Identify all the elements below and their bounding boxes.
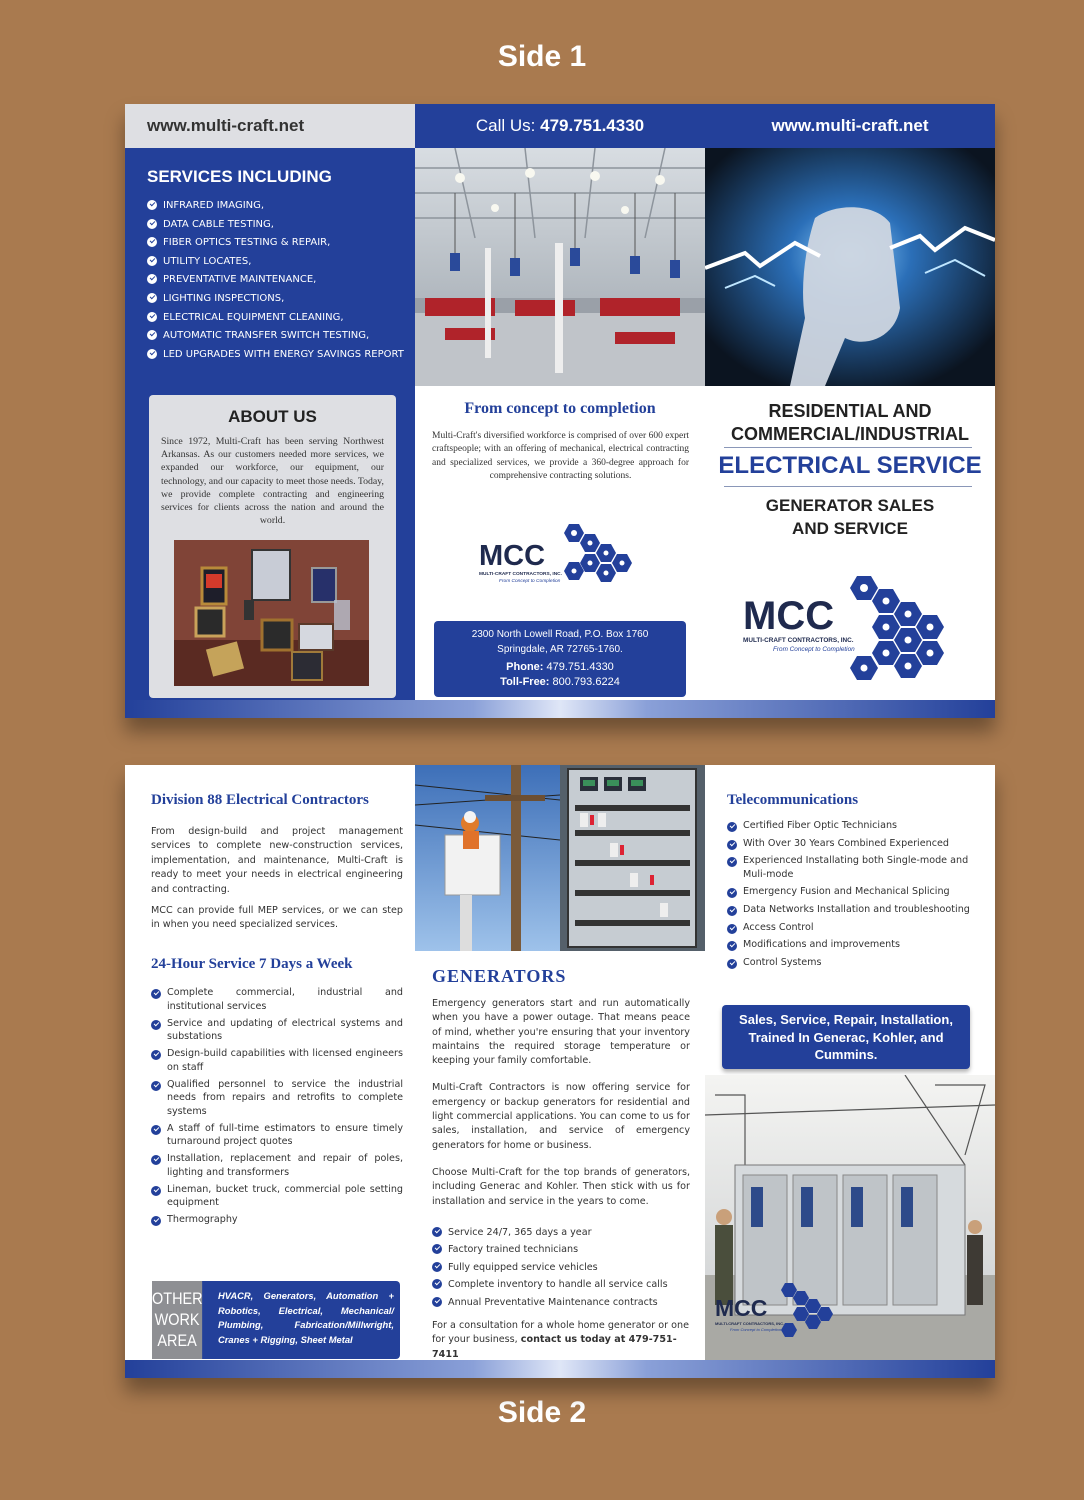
lightning-hand-photo [705,148,995,386]
hexagon-large-logo-icon [841,574,963,692]
mcc-logo-large [743,574,963,694]
telecom-item: Data Networks Installation and troubleshooting [727,903,977,917]
sales-service-box: Sales, Service, Repair, Installation, Trained In Generac, Kohler, and Cummins. [722,1005,970,1069]
division-paragraph-2: MCC can provide full MEP services, or we can step in when you need specialized services. [151,905,403,931]
telecom-item: Modifications and improvements [727,938,977,952]
telecom-title: Telecommunications [727,792,859,808]
phone-line[interactable] [434,660,686,675]
service24-item: Installation, replacement and repair of poles, lighting and transformers [151,1152,403,1179]
division-title: Division 88 Electrical Contractors [151,792,369,808]
brochure-side-1 [125,104,995,718]
side-2-bottom-strip [125,1360,995,1378]
telecom-item: Experienced Installating both Single-mode and Muli-mode [727,854,977,881]
generator-item: Factory trained technicians [432,1241,690,1258]
generators-text [432,997,690,1209]
tollfree-number[interactable]: 800.793.6224 [552,676,620,688]
service-item: ELECTRICAL EQUIPMENT CLEANING, [147,309,412,328]
divider-top [724,447,972,448]
call-number[interactable]: 479.751.4330 [540,116,645,135]
side-2-label: Side 2 [497,1396,587,1429]
generators-paragraph-3: Choose Multi-Craft for the top brands of generators, including Generac and Kohler. Then stick with us for installation and service in the years to come. [432,1166,690,1207]
control-panel-photo [560,765,705,951]
address-line-2: Springdale, AR 72765-1760. [497,644,623,655]
cover-sub-2: AND SERVICE [792,519,908,538]
service-item: LED UPGRADES WITH ENERGY SAVINGS REPORT [147,346,412,365]
website-link-left[interactable]: www.multi-craft.net [125,104,415,148]
hexagon-side2-logo-icon [775,1281,845,1351]
services-title: SERVICES INCLUDING [147,167,332,186]
other-work-area-box [152,1281,400,1359]
service24-item: Design-build capabilities with licensed engineers on staff [151,1047,403,1074]
concept-title: From concept to completion [464,400,656,417]
generator-item: Complete inventory to handle all service calls [432,1276,690,1293]
address-line-1: 2300 North Lowell Road, P.O. Box 1760 [471,629,649,640]
logo-side2-mcc-text: MCC [715,1295,768,1321]
generators-contact [432,1319,694,1362]
phone-number[interactable]: 479.751.4330 [546,661,614,673]
service24-list [151,986,403,1230]
concept-text: Multi-Craft's diversified workforce is comprised of over 600 expert craftspeople; with an offering of mechanical, electrical contracting and specialized services, we provide a 360-degree approach for comprehensive contracting solutions. [432,431,689,482]
service-item: LIGHTING INSPECTIONS, [147,290,412,309]
service24-item: Thermography [151,1213,403,1227]
generators-panel [415,765,705,1378]
generator-item: Service 24/7, 365 days a year [432,1224,690,1241]
other-label-2: WORK [154,1310,200,1329]
telecom-panel [705,765,995,1378]
service24-item: Lineman, bucket truck, commercial pole setting equipment [151,1183,403,1210]
lineman-photo [415,765,560,951]
telecom-list [727,819,977,973]
cover-sub-1: GENERATOR SALES [765,496,935,515]
cover-panel [705,104,995,718]
division-panel [125,765,415,1378]
facility-photo [415,148,705,386]
generators-paragraph-1: Emergency generators start and run automatically when you have a power outage. That means peace of mind, whether you're ensuring that your inventory maintains the required storage temperature or keeping your family comfortable. [432,998,690,1067]
telecom-item: Access Control [727,921,977,935]
awards-photo [174,540,369,686]
logo-tagline: From Concept to Completion [499,579,561,584]
contact-text: For a consultation for a whole home generator or one for your business, [432,1320,689,1346]
generator-item: Annual Preventative Maintenance contracts [432,1294,690,1311]
services-panel [125,104,415,718]
service24-item: Complete commercial, industrial and institutional services [151,986,403,1013]
telecom-item: Emergency Fusion and Mechanical Splicing [727,885,977,899]
call-label: Call Us: [475,116,536,135]
divider-bottom [724,486,972,487]
telecom-item: Control Systems [727,956,977,970]
contact-phone[interactable]: contact us today at 479-751-7411 [432,1334,677,1360]
logo-side2-tagline: From Concept to Completion [730,1327,782,1332]
about-title: ABOUT US [228,407,317,426]
generators-list [432,1224,690,1311]
service24-item: A staff of full-time estimators to ensure timely turnaround project quotes [151,1122,403,1149]
service-item: INFRARED IMAGING, [147,197,412,216]
other-label-1: OTHER [152,1289,203,1308]
service-item: FIBER OPTICS TESTING & REPAIR, [147,234,412,253]
side-1-bottom-strip [125,700,995,718]
generator-item: Fully equipped service vehicles [432,1259,690,1276]
generators-paragraph-2: Multi-Craft Contractors is now offering service for emergency or backup generators for residential and light commercial applications. You can come to us for sales, installation, and service of emergency generators for home or business. [432,1082,690,1151]
mcc-logo-side-2 [715,1287,845,1351]
cover-line-2: COMMERCIAL/INDUSTRIAL [731,424,969,444]
services-list [147,197,412,364]
mcc-logo-small [479,522,649,588]
address-box [434,621,686,697]
service-item: AUTOMATIC TRANSFER SWITCH TESTING, [147,327,412,346]
logo-large-company-name: MULTI-CRAFT CONTRACTORS, INC. [743,637,854,644]
hexagon-logo-icon [557,522,647,586]
other-work-area-text: HVACR, Generators, Automation + Robotics, Electrical, Mechanical/ Plumbing, Fabrication/Millwright, Cranes + Rigging, Sheet Metal [218,1290,394,1345]
about-box [149,395,396,698]
service24-title: 24-Hour Service 7 Days a Week [151,956,353,972]
telecom-item: With Over 30 Years Combined Experienced [727,837,977,851]
service-item: UTILITY LOCATES, [147,253,412,272]
division-paragraph-1: From design-build and project management services to complete new-construction services, implementation, and maintenance, Multi-Craft is ready to meet your needs in electrical engineering and contracting. [151,826,403,895]
phone-label: Phone: [506,661,544,673]
telecom-item: Certified Fiber Optic Technicians [727,819,977,833]
service-item: PREVENTATIVE MAINTENANCE, [147,271,412,290]
logo-large-mcc-text: MCC [743,594,835,638]
tollfree-label: Toll-Free: [500,676,550,688]
side-1-label: Side 1 [497,40,587,73]
other-work-area-label [152,1281,202,1359]
brochure-side-2 [125,765,995,1378]
service24-item: Service and updating of electrical systems and substations [151,1017,403,1044]
website-link-right[interactable]: www.multi-craft.net [705,104,995,148]
cover-heading [705,400,995,446]
service24-item: Qualified personnel to service the industrial needs from repairs and retrofits to complete systems [151,1078,403,1119]
call-us-bar[interactable] [415,104,705,148]
cover-headline: ELECTRICAL SERVICE [718,452,982,479]
logo-mcc-text: MCC [479,540,546,572]
concept-panel [415,104,705,718]
cover-subheading [705,494,995,540]
cover-line-1: RESIDENTIAL AND [768,401,932,421]
about-text: Since 1972, Multi-Craft has been serving Northwest Arkansas. As our customers needed more services, we expanded our workforce, our equipment, our technology, and our capacity to meet those needs. Today, we provide complete contracting and engineering services for clients across the nation and around the world. [161,436,384,527]
generators-title: GENERATORS [432,966,567,986]
logo-large-tagline: From Concept to Completion [773,646,855,653]
logo-side2-company-name: MULTI-CRAFT CONTRACTORS, INC. [715,1321,785,1326]
division-text [151,825,403,933]
service-item: DATA CABLE TESTING, [147,216,412,235]
logo-company-name: MULTI-CRAFT CONTRACTORS, INC. [479,572,562,577]
tollfree-line[interactable] [434,675,686,690]
other-label-3: AREA [157,1331,197,1350]
